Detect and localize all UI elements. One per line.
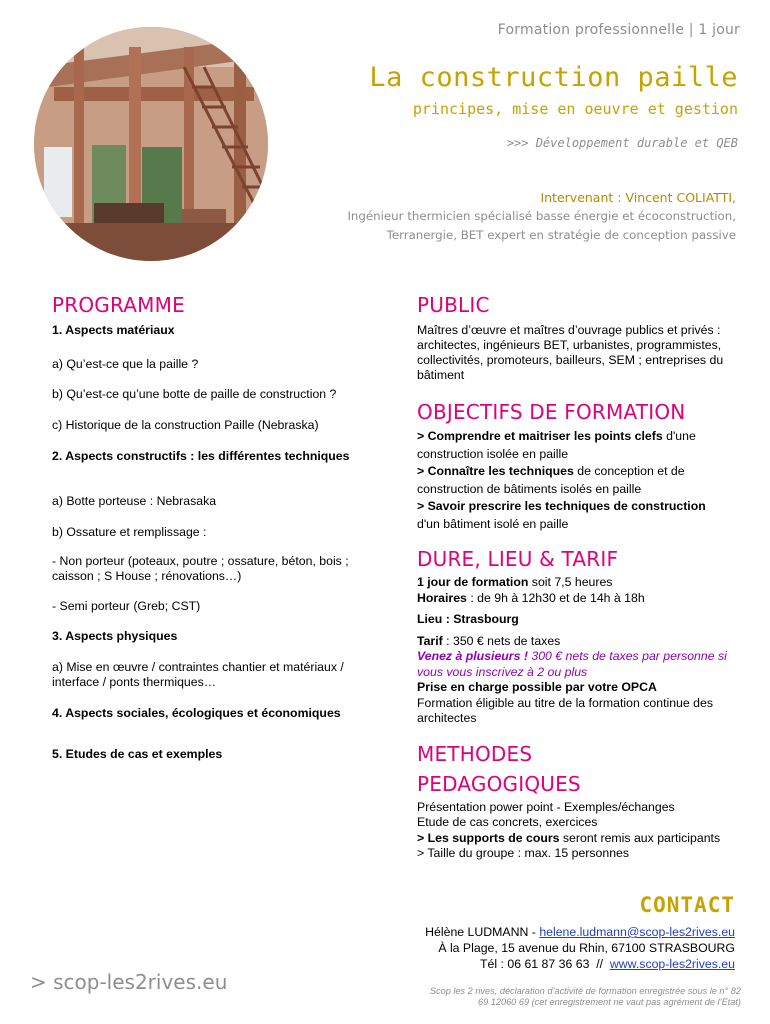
programme-item: 2. Aspects constructifs : les différentes techniques (52, 449, 350, 463)
duree-jour-bold: 1 jour de formation (417, 575, 529, 589)
programme-item: - Semi porteur (Greb; CST) (52, 599, 201, 613)
methodes-title (417, 739, 727, 799)
contact-email-link[interactable]: helene.ludmann@scop-les2rives.eu (539, 925, 735, 939)
methode-item (417, 831, 727, 847)
contact-phone-line (355, 956, 735, 972)
objectif-item (417, 498, 727, 533)
page-subtitle: principes, mise en oeuvre et gestion (412, 100, 738, 118)
objectif-bold: > Connaître les techniques (417, 464, 574, 478)
promo-text: 300 € nets de taxes par personne si vous vous inscrivez à 2 ou plus (417, 649, 727, 679)
programme-item: b) Qu’est-ce qu’une botte de paille de construction ? (52, 387, 337, 401)
duree-lieu: Lieu : Strasbourg (417, 612, 519, 626)
duree-block (417, 575, 727, 727)
methodes-title-line2: PEDAGOGIQUES (417, 771, 581, 796)
horaires-text: : de 9h à 12h30 et de 14h à 18h (466, 590, 645, 605)
programme-item: a) Qu’est-ce que la paille ? (52, 357, 199, 371)
programme-item: 1. Aspects matériaux (52, 323, 175, 337)
objectif-text: d'une construction isolée en paille (417, 429, 696, 461)
methode-item: Présentation power point - Exemples/échanges (417, 799, 675, 814)
legal-notice (361, 986, 741, 1008)
construction-photo (34, 27, 268, 261)
speaker-block (296, 188, 736, 245)
programme-item: a) Mise en œuvre / contraintes chantier et matériaux / interface / ponts thermiques… (52, 660, 344, 689)
objectif-bold: > Comprendre et maitriser les points clefs (417, 429, 663, 443)
duree-opca: Prise en charge possible par votre OPCA (417, 680, 657, 694)
objectif-item (417, 428, 727, 463)
tarif-label: Tarif (417, 633, 443, 648)
objectif-text: de conception et de construction de bâtiments isolés en paille (417, 464, 685, 496)
programme-item: a) Botte porteuse : Nebrasaka (52, 494, 217, 508)
construction-photo-illustration (34, 27, 268, 261)
footer-site-link[interactable]: > scop-les2rives.eu (30, 970, 228, 994)
contact-separator: - (528, 925, 540, 939)
legal-line-2: 69 12060 69 (cet enregistrement ne vaut pas agrément de l’Etat) (477, 997, 741, 1007)
speaker-title: Ingénieur thermicien spécialisé basse énergie et écoconstruction, (347, 209, 736, 223)
contact-name: Hélène LUDMANN (425, 925, 529, 939)
duree-horaires (417, 591, 727, 607)
contact-block (355, 924, 735, 972)
programme-item: 5. Etudes de cas et exemples (52, 747, 223, 761)
duree-title: DURE, LIEU & TARIF (417, 547, 619, 571)
contact-title: CONTACT (639, 893, 735, 917)
speaker-name: Intervenant : Vincent COLIATTI (540, 190, 733, 205)
objectifs-title: OBJECTIFS DE FORMATION (417, 400, 686, 424)
public-text: Maîtres d’œuvre et maîtres d’ouvrage publics et privés : architectes, ingénieurs BET, urbanistes, programmistes, collectivités, promoteurs, bailleurs, SEM ; entreprises du bâtiment (417, 323, 724, 382)
methode-item: > Taille du groupe : max. 15 personnes (417, 846, 630, 860)
objectif-bold: > Savoir prescrire les techniques de construction (417, 499, 706, 513)
programme-title: PROGRAMME (52, 293, 185, 317)
duree-eligible: Formation éligible au titre de la formation continue des architectes (417, 695, 713, 725)
programme-item: c) Historique de la construction Paille (Nebraska) (52, 418, 319, 432)
programme-item: b) Ossature et remplissage : (52, 525, 207, 539)
methodes-title-line1: METHODES (417, 741, 533, 766)
duree-tarif (417, 634, 727, 650)
legal-line-1: Scop les 2 rives, déclaration d’activité de formation enregistrée sous le n° 82 (429, 986, 741, 996)
objectifs-list (417, 428, 727, 533)
contact-separator-2: // (589, 957, 610, 971)
horaires-label: Horaires (417, 590, 467, 605)
contact-address: À la Plage, 15 avenue du Rhin, 67100 STRASBOURG (438, 941, 735, 955)
programme-item: 4. Aspects sociales, écologiques et économiques (52, 706, 341, 720)
contact-website-link[interactable]: www.scop-les2rives.eu (609, 957, 735, 971)
programme-item: - Non porteur (poteaux, poutre ; ossature, béton, bois ; caisson ; S House ; rénovations…) (52, 554, 349, 583)
contact-phone: Tél : 06 61 87 36 63 (480, 957, 590, 971)
duree-promo (417, 649, 727, 680)
tagline: >>> Développement durable et QEB (506, 136, 738, 150)
public-title: PUBLIC (417, 293, 490, 317)
objectif-item (417, 463, 727, 498)
course-type: Formation professionnelle | 1 jour (497, 22, 740, 38)
speaker-comma: , (732, 190, 736, 205)
tarif-text: : 350 € nets de taxes (442, 633, 561, 648)
speaker-name-line (296, 188, 736, 207)
info-column (417, 290, 727, 862)
methodes-list (417, 800, 727, 862)
methode-bold: > Les supports de cours (417, 830, 560, 845)
objectif-text: d'un bâtiment isolé en paille (417, 516, 569, 531)
programme-section (52, 290, 362, 761)
duree-jour-text: soit 7,5 heures (528, 575, 613, 589)
methode-item: Etude de cas concrets, exercices (417, 815, 598, 829)
programme-item: 3. Aspects physiques (52, 629, 178, 643)
promo-bold: Venez à plusieurs ! (417, 649, 528, 663)
page-title: La construction paille (369, 62, 738, 93)
contact-name-line (355, 924, 735, 940)
duree-jour (417, 575, 727, 591)
speaker-company: Terranergie, BET expert en stratégie de conception passive (386, 228, 736, 242)
methode-text: seront remis aux participants (559, 830, 721, 845)
